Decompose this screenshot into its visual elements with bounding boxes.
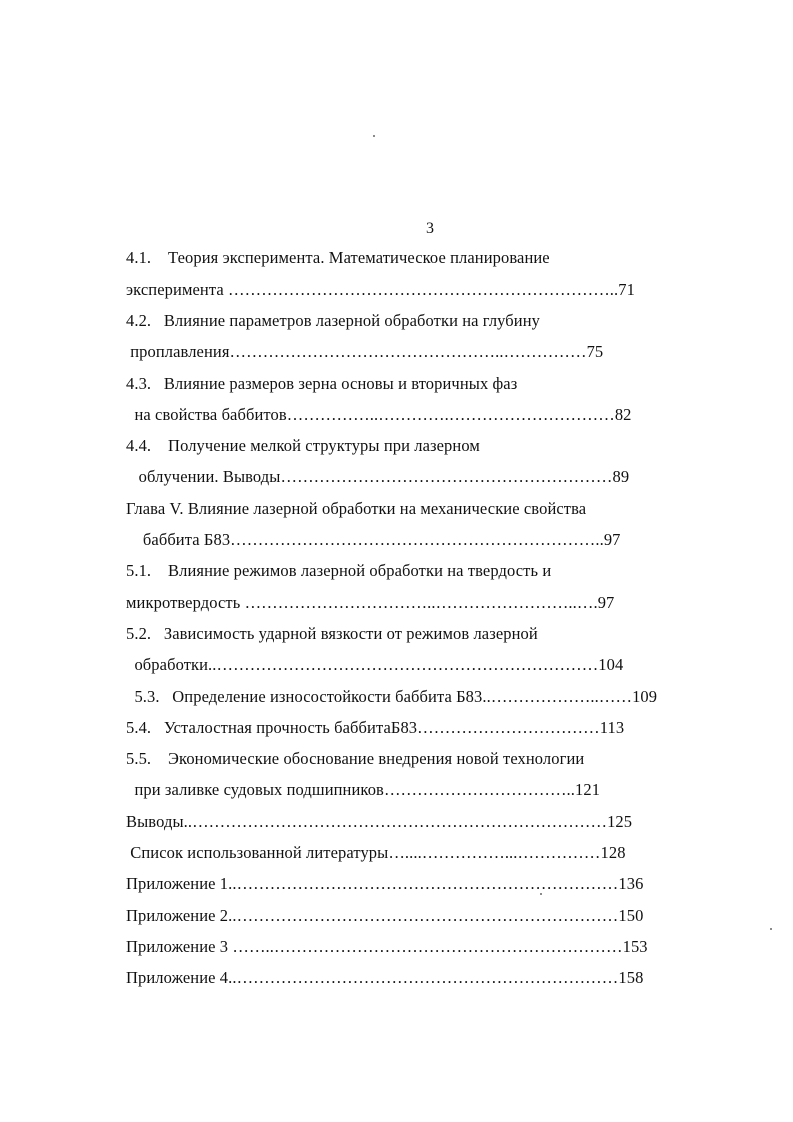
toc-line: 4.3. Влияние размеров зерна основы и вторичных фаз <box>126 374 518 393</box>
toc-line: 5.5. Экономические обоснование внедрения новой технологии <box>126 749 585 768</box>
toc-line: Приложение 2..……………………………………………………………150 <box>126 906 644 925</box>
toc-line: 4.4. Получение мелкой структуры при лазерном <box>126 436 480 455</box>
toc-line: 5.4. Усталостная прочность баббитаБ83……………………………113 <box>126 718 625 737</box>
scan-speck <box>540 893 542 895</box>
toc-line: Выводы..…………………………………………………………………125 <box>126 812 633 831</box>
toc-line: облучении. Выводы……………………………………………………89 <box>126 467 630 486</box>
toc-line: микротвердость ……………………………..……………………..….97 <box>126 593 615 612</box>
toc-line: эксперимента ……………………………………………………………..71 <box>126 280 635 299</box>
page-number: 3 <box>426 220 435 237</box>
toc-line: Список использованной литературы…....……………...……………128 <box>126 843 626 862</box>
toc-line: 4.2. Влияние параметров лазерной обработки на глубину <box>126 311 541 330</box>
toc-line: 5.2. Зависимость ударной вязкости от режимов лазерной <box>126 624 538 643</box>
toc-line: 5.3. Определение износостойкости баббита Б83..………………..……109 <box>126 687 658 706</box>
scan-speck <box>770 928 772 930</box>
scan-speck <box>373 135 375 137</box>
toc-line: Приложение 3 ……..………………………………………………………153 <box>126 937 648 956</box>
toc-line: обработки..……………………………………………………………104 <box>126 655 624 674</box>
toc-line: 4.1. Теория эксперимента. Математическое планирование <box>126 248 550 267</box>
toc-line: при заливке судовых подшипников……………………………..121 <box>126 780 601 799</box>
toc-line: Приложение 1..……………………………………………………………136 <box>126 874 644 893</box>
toc-line: баббита Б83…………………………………………………………..97 <box>126 530 621 549</box>
toc-line: Глава V. Влияние лазерной обработки на механические свойства <box>126 499 587 518</box>
toc-line: 5.1. Влияние режимов лазерной обработки на твердость и <box>126 561 552 580</box>
toc-line: проплавления…………………………………………..……………75 <box>126 342 604 361</box>
toc-line: Приложение 4..……………………………………………………………158 <box>126 968 644 987</box>
toc-line: на свойства баббитов……………..………….…………………………82 <box>126 405 632 424</box>
